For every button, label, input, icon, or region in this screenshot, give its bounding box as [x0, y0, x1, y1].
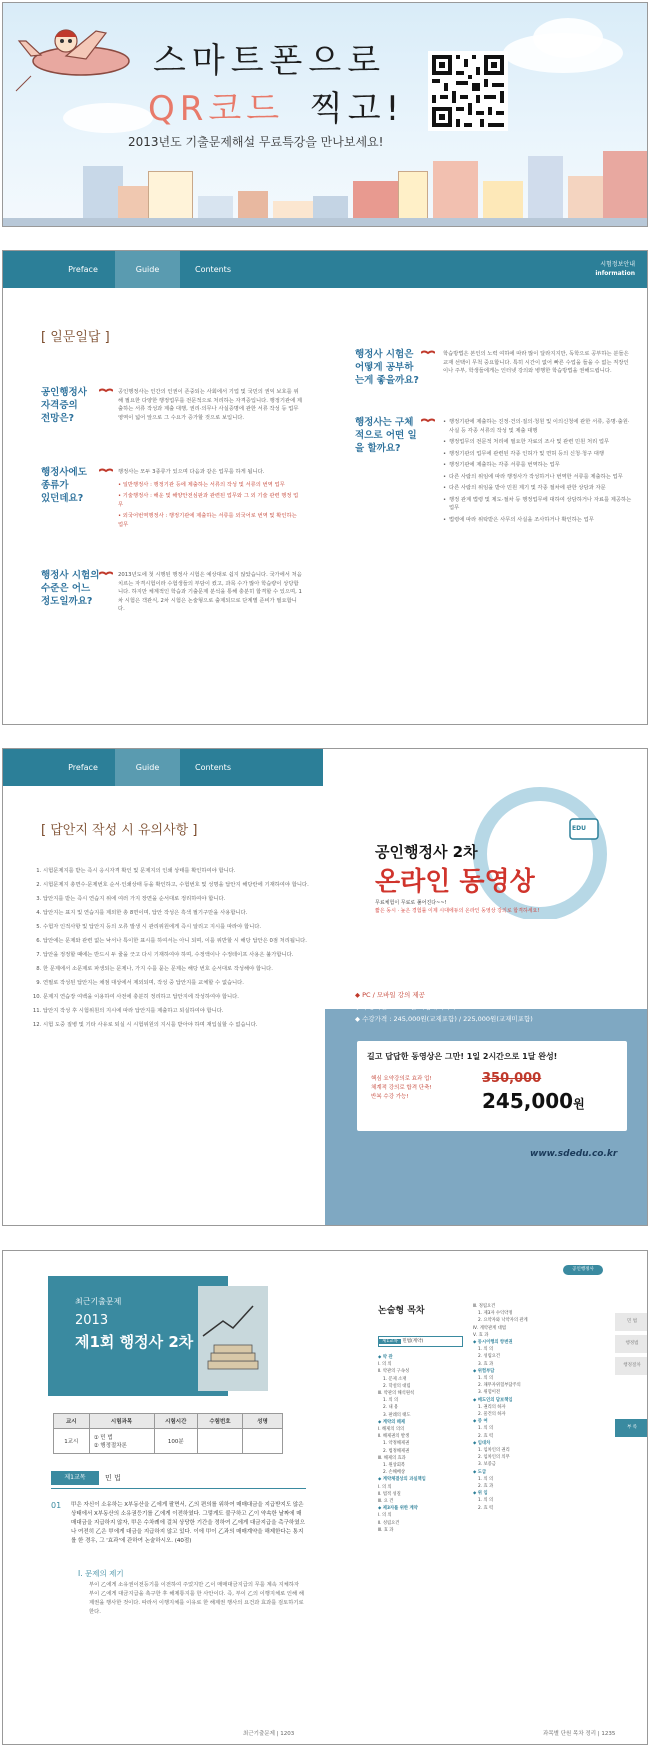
answer-text: 학습방법은 본인의 노력 여하에 따라 많이 달라지지만, 독학으로 공부하는 분들은 교재 선택이 무척 중요합니다. 특히 시간이 없어 빠른 수업을 들을 수 없는 직장인이나 주부, 학생들에게는 인터넷 강의와 병행한 학습방법을 권해드립니다. [443, 351, 629, 374]
toc-item: ◆ 계약의 해제 [378, 1419, 406, 1425]
duties-list [443, 418, 633, 527]
toc-item: 1. 약정해제권 [383, 1441, 410, 1447]
exam-toc-page [2, 1250, 648, 1745]
toc-item: Ⅲ. 효 과 [378, 1527, 394, 1533]
ad-panel [325, 749, 648, 1226]
page-header [3, 251, 647, 288]
toc-item: 2. 임차인의 의무 [478, 1455, 510, 1461]
toc-item: 2. 요약자와 낙약자의 관계 [478, 1318, 528, 1324]
exam-label: 최근기출문제 [75, 1297, 122, 1306]
notes-list [31, 867, 316, 1035]
question-text: 甲은 자신이 소유하는 X부동산을 乙에게 팔면서, 乙의 편의를 위하여 매매대금을 지급받지도 않은 상태에서 X부동산의 소유권등기를 乙에게 이전하였다. 그렇게도 불구하고 乙이 약속한 날짜에 매매대금을 지급하지 않자, 甲은 수차례에 걸쳐 상당한 기간을 정하여 乙에게 대금지급을 촉구하였으나 여전히 乙은 甲에게 대금을 지급하지 않고 있다. 이에 甲이 乙과의 매매계약을 해제한다는 통지를 한 경우, 그 '효과'에 관하여 논술하시오. (40점) [71, 1502, 305, 1544]
list-item: 5. 수험자 인적사항 및 답안지 등의 오류 발생 시 관리위원에게 즉시 알리고 지시를 따라야 합니다. [43, 923, 316, 931]
ad-side: 핵심 요약강의로 효과 업! 체계적 강의로 합격 단축! 반복 수강 가능! [371, 1076, 432, 1100]
list-item: • 행정업무의 전문적 처리에 필요한 자료의 조사 및 관련 민원 처리 업무 [443, 438, 633, 447]
banner-subtitle: 2013년도 기출문제해설 무료특강을 만나보세요! [128, 135, 384, 149]
list-item: • 행정기관에 제출하는 각종 서류를 번역하는 업무 [443, 461, 633, 470]
toc-item: Ⅰ. 의 의 [378, 1484, 392, 1490]
toc-item: Ⅰ. 의 의 [378, 1362, 392, 1368]
list-item: 2. 시험문제지 총면수·문제번호 순서·인쇄상태 등을 확인하고, 수험번호 및 성명을 답안지 해당란에 기재하여야 합니다. [43, 881, 316, 889]
chapter-name: 민 법 [105, 1474, 121, 1482]
toc-item: Ⅱ. 해제권의 발생 [378, 1434, 410, 1440]
tab-guide[interactable]: Guide [115, 749, 180, 786]
toc-item: ◆ 계약체결상의 과실책임 [378, 1477, 426, 1483]
banner-line2-rest: 찍고! [309, 89, 405, 129]
chapter-badge: 제1교목 [51, 1471, 99, 1485]
ad-offer: 2014년 공인행정사 2차 완벽대비 오픈할인!! [355, 956, 579, 969]
answer-label: Ⅰ. 문제의 제기 [78, 1569, 124, 1578]
toc-item: 2. 물건의 하자 [478, 1412, 506, 1418]
toc-item: ◆ 매도인의 담보책임 [473, 1397, 513, 1403]
toc-item: ◆ 증 여 [473, 1419, 488, 1425]
toc-item: Ⅱ. 약관의 구속성 [378, 1369, 410, 1375]
qa-page [2, 250, 648, 725]
table-header-row: 교시 시험과목 시험시간 수험번호 성명 [54, 1414, 283, 1429]
toc-item: 1. 문제 소재 [383, 1376, 407, 1382]
ad-small1: 무료체험이 무료로 풀어진다~~! [375, 900, 447, 906]
banner-line2 [148, 81, 404, 130]
side-tab[interactable]: 민 법 [615, 1313, 648, 1331]
question-heading: 행정사에도 종류가 있던데요? [41, 467, 87, 504]
toc-item: 2. 효 과 [478, 1484, 494, 1490]
toc-item: 2. 손해배상 [383, 1470, 406, 1476]
toc-item: Ⅴ. 효 과 [473, 1332, 489, 1338]
toc-item: 1. 제3자 수익약정 [478, 1311, 513, 1317]
toc-item: Ⅰ. 의 의 [378, 1513, 392, 1519]
ad-title2: 온라인 동영상 [375, 867, 535, 897]
toc-chapter: 제1교목 민법(계약) [378, 1336, 463, 1347]
toc-item: 3. 판례의 태도 [383, 1412, 411, 1418]
building [433, 161, 478, 226]
old-price: 350,000 [482, 1071, 542, 1086]
list-item: 9. 연필로 작성된 답안지는 채점 대상에서 제외되며, 작성 중 답안지를 교체할 수 없습니다. [43, 979, 316, 987]
price-box [357, 1041, 627, 1131]
side-tab-active[interactable]: 부 록 [615, 1419, 648, 1437]
tab-contents[interactable]: Contents [195, 265, 231, 274]
list-item: 4. 답안지는 표지 및 연습지를 제외한 총 8면이며, 답안 작성은 흑색 필기구만을 사용합니다. [43, 909, 316, 917]
list-item: • 행정기관의 업무에 관련된 각종 인허가 및 면허 등의 신청·청구 대행 [443, 450, 633, 459]
answer-text: 2013년도에 첫 시행된 행정사 시험은 예상대로 쉽지 않았습니다. 국가에서 처음 치르는 자격시험이라 수험생들의 부담이 컸고, 과목 수가 많아 학습량이 상당합니다. 하지만 체계적인 학습과 기출문제 분석을 통해 충분히 합격할 수 있으며, 1차 시험은 객관식, 2차 시험은 논술형으로 출제되므로 단계별 준비가 필요합니다. [118, 572, 302, 612]
toc-item: 2. 성립요건 [478, 1354, 501, 1360]
exam-info-table [53, 1413, 283, 1454]
toc-column-2 [473, 1303, 528, 1512]
question-heading: 행정사 시험의 수준은 어느 정도일까요? [41, 570, 100, 607]
toc-item: 2. 효 력 [478, 1505, 494, 1511]
building [528, 156, 563, 226]
toc-item: 2. 내 용 [383, 1405, 399, 1411]
banner-line1: 스마트폰으로 [153, 41, 387, 81]
section-title: [ 답안지 작성 시 유의사항 ] [41, 823, 198, 838]
book-tag: 공인행정사 [563, 1265, 603, 1275]
page-footer: 최근기출문제 | 1203 [243, 1731, 295, 1737]
ad-url[interactable]: www.sdedu.co.kr [530, 1149, 618, 1159]
toc-item: 2. 법정해제권 [383, 1448, 410, 1454]
toc-item: Ⅲ. 약관의 해석원칙 [378, 1391, 415, 1397]
toc-item: 1. 의 의 [478, 1347, 494, 1353]
bird-icon [421, 418, 435, 424]
list-item: 3. 답안지를 받는 즉시 연습지 위에 여러 가지 장면을 순서대로 정리하여야 합니다. [43, 895, 316, 903]
toc-item: ◆ 도급 [473, 1469, 487, 1475]
ad-catch: 길고 답답한 동영상은 그만! 1일 2시간으로 1달 완성! [367, 1052, 558, 1061]
answer-text: 부이 乙에게 소유권이전등기를 이전하여 주었지만 乙이 매매대금지급의 무를 계속 지체하자 부이 乙에게 대금지급을 촉구한 후 해제통지를 한 사안이다. 즉, 부이 乙의 이행지체로 인해 해제권을 행사한 것이다. 따라서 이행지체를 이유로 한 해제권 행사의 요건과 효과를 검토하기로 한다. [89, 1582, 304, 1615]
toc-item: 2. 효 력 [478, 1433, 494, 1439]
toc-item: Ⅰ. 해제의 의의 [378, 1427, 405, 1433]
list-item: • 행정기관에 제출하는 진정·건의·질의·청원 및 이의신청에 관한 서류, 증명·출원·사실 등 각종 서류의 작성 및 제출 대행 [443, 418, 633, 435]
toc-item: 1. 임차인의 권리 [478, 1448, 510, 1454]
list-item: • 법령에 따라 위탁받은 사무의 사실을 조사하거나 확인하는 업무 [443, 516, 633, 525]
toc-item: 1. 의 의 [478, 1376, 494, 1382]
toc-item: 1. 원상회복 [383, 1463, 406, 1469]
toc-item: Ⅳ. 계약관계 대법 [473, 1325, 506, 1331]
ad-small2: 짧은 동시 · 높은 경험률 이제 시대에듀의 온라인 동영상 강의로 합격하세요! [375, 908, 540, 914]
side-tab[interactable]: 행정법 [615, 1335, 648, 1353]
banner-page [2, 2, 648, 227]
list-item: 10. 문제지 연습장 여백을 이용하여 사전에 충분히 정리하고 답안지에 작성하여야 합니다. [43, 993, 316, 1001]
toc-item: 1. 의 의 [478, 1426, 494, 1432]
list-item: 11. 답안지 작성 후 시험위원의 지시에 따라 답안지를 제출하고 퇴실하여야 합니다. [43, 1007, 316, 1015]
page-footer: 과목별 단원 목차 정리 | 1235 [543, 1731, 616, 1737]
toc-item: 1. 의 의 [478, 1498, 494, 1504]
toc-item: 2. 학설의 대립 [383, 1383, 411, 1389]
toc-item: 1. 의 의 [383, 1398, 399, 1404]
exam-title: 제1회 행정사 2차 [75, 1333, 194, 1351]
bird-icon [421, 350, 435, 356]
qr-code-icon[interactable] [428, 51, 508, 131]
toc-item: Ⅲ. 해제의 효과 [378, 1455, 406, 1461]
building [83, 166, 123, 226]
toc-item: 1. 의 의 [478, 1476, 494, 1482]
toc-item: 2. 채무자위험부담주의 [478, 1383, 521, 1389]
tab-contents[interactable]: Contents [195, 763, 231, 772]
page-header [3, 749, 323, 786]
list-item: 12. 시험 도중 질병 및 기타 사유로 퇴실 시 시험위원의 지시를 받아야 하며 재입실할 수 없습니다. [43, 1021, 316, 1029]
toc-title: 논술형 목차 [378, 1306, 425, 1316]
section-title: [ 일문일답 ] [41, 330, 110, 345]
answer-text: 행정사는 모두 3종류가 있으며 다음과 같은 업무를 하게 됩니다. • 일반행정사 : 행정기관 등에 제출하는 서류의 작성 및 서류의 번역 업무 • 기술행정사 : 해운 및 해양안전심판과 관련된 업무와 그 외 기술 관련 행정 업무 • 외국어번역행정사 : 행정기관에 제출하는 서류를 외국어로 번역 및 확인하는 업무 [118, 469, 299, 528]
divider [51, 1488, 306, 1489]
header-info: 시험정보안내 information [595, 261, 635, 277]
ad-title1: 공인행정사 2차 [375, 843, 478, 861]
toc-item: 3. 보증금 [478, 1462, 496, 1468]
question-number: 01 [51, 1501, 62, 1510]
toc-item: Ⅲ. 정립요건 [473, 1304, 496, 1309]
side-tab[interactable]: 행정절차 [615, 1357, 648, 1375]
exam-year: 2013 [75, 1313, 109, 1328]
tab-guide[interactable]: Guide [115, 251, 180, 288]
airplane-character-illustration [11, 11, 131, 96]
list-item: 8. 한 문제에서 소문제로 파생되는 문제나, 가지 수를 묻는 문제는 해당 번호 순서대로 작성해야 합니다. [43, 965, 316, 973]
cloud [63, 103, 153, 133]
bird-icon [99, 468, 113, 474]
banner-qr-text: QR코드 [148, 89, 285, 129]
ground [3, 218, 648, 226]
answer-text: 공인행정사는 인간의 인권이 존중되는 사회에서 기업 및 국민의 권익 보호를 위해 필요한 다양한 행정업무를 전문적으로 처리하는 자격증입니다. 행정기관에 제출하는 서류 작성과 제출 대행, 권리·의무나 사실증명에 관한 서류 작성 등 업무영역이 넓어 앞으로 그 수요가 증가할 것으로 보입니다. [118, 389, 303, 421]
cloud [533, 18, 603, 58]
table-row: 1교시 ① 민 법 ② 행정절차론 100분 [54, 1429, 283, 1454]
building [603, 151, 648, 226]
toc-item: 1. 권리의 하자 [478, 1404, 506, 1410]
toc-item: 3. 위험이전 [478, 1390, 501, 1396]
list-item: • 다른 사람의 위임을 받아 민원 제기 및 각종 절차에 관한 상담과 자문 [443, 484, 633, 493]
ad-bullets: ◆ 2차 논술형 약술형 핵심강의로 완벽대비! ◆ PC / 모바일 강의 제공 ◆ 수강기간 : 2014년 시험대비까지 ◆ 수강가격 : 245,000원(교재포함) / 225,000원(교재미포함) [355, 979, 533, 1023]
edu-logo: EDU [572, 825, 586, 832]
question-heading: 공인행정사 자격증의 전망은? [41, 387, 87, 424]
toc-item: ◆ 임대차 [473, 1440, 491, 1446]
bird-icon [99, 571, 113, 577]
toc-item: Ⅱ. 법적 성질 [378, 1491, 401, 1497]
question-heading: 행정사는 구체 적으로 어떤 일 을 할까요? [355, 417, 417, 454]
list-item: • 다른 사람의 위임에 따라 행정사가 작성하거나 번역한 서류를 제출하는 업무 [443, 473, 633, 482]
toc-item: ◆ 제3자를 위한 계약 [378, 1506, 418, 1512]
new-price: 245,000원 [482, 1089, 585, 1113]
list-item: 7. 답안을 정정할 때에는 반드시 두 줄을 긋고 다시 기재하여야 하며, 수정액이나 수정테이프 사용은 불가합니다. [43, 951, 316, 959]
toc-column-1 [378, 1354, 426, 1534]
notes-ad-page [2, 748, 648, 1226]
toc-item: Ⅲ. 요 건 [378, 1499, 394, 1505]
list-item: 6. 답안에는 문제와 관련 없는 낙서나 특이한 표시를 하여서는 아니 되며, 이를 위반할 시 해당 답안은 0점 처리됩니다. [43, 937, 316, 945]
toc-item: ◆ 동시이행의 항변권 [473, 1340, 513, 1346]
tv-circle-icon [455, 779, 625, 919]
toc-item: ◆ 위 임 [473, 1491, 488, 1497]
toc-item: Ⅱ. 성립요건 [378, 1520, 400, 1526]
toc-item: ◆ 위험부담 [473, 1368, 495, 1374]
list-item: 1. 시험문제지를 받는 즉시 응시자격 확인 및 문제지의 인쇄 상태를 확인하여야 합니다. [43, 867, 316, 875]
list-item: • 행정 관계 법령 및 제도·절차 등 행정업무에 대하여 상담하거나 자료를 제공하는 업무 [443, 496, 633, 513]
tab-preface[interactable]: Preface [68, 265, 98, 274]
tab-preface[interactable]: Preface [68, 763, 98, 772]
toc-item: ◆ 약 관 [378, 1355, 393, 1360]
question-heading: 행정사 시험은 어떻게 공부하 는게 좋을까요? [355, 349, 419, 386]
toc-item: 3. 효 과 [478, 1361, 494, 1367]
bird-icon [99, 388, 113, 394]
